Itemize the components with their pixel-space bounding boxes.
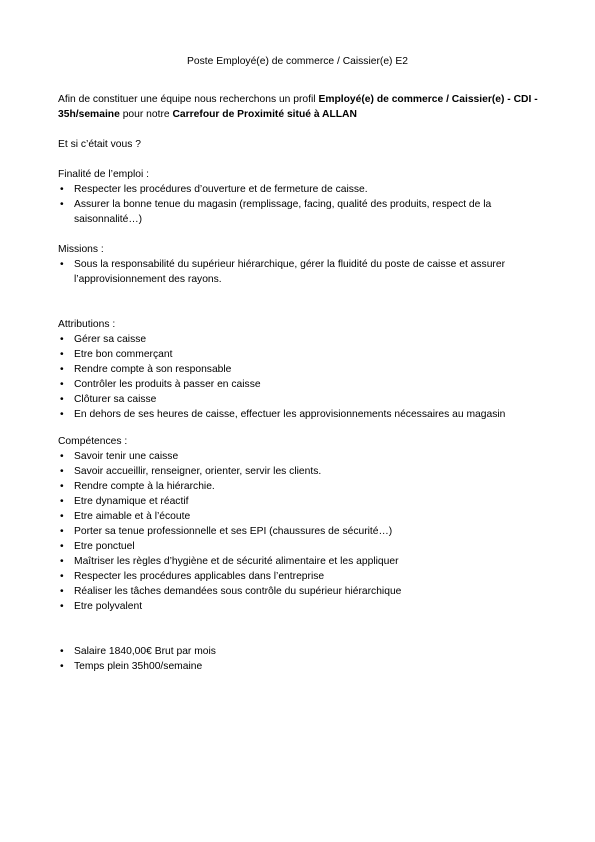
list-item: • Contrôler les produits à passer en caisse [60, 379, 261, 390]
missions-heading: Missions : [58, 244, 104, 255]
bullet-icon: • [60, 646, 64, 657]
document-title: Poste Employé(e) de commerce / Caissier(e) E2 [187, 56, 408, 67]
list-item: • En dehors de ses heures de caisse, effectuer les approvisionnements nécessaires au magasin [60, 409, 506, 420]
bullet-icon: • [60, 526, 64, 537]
bullet-icon: • [60, 364, 64, 375]
question-line: Et si c’était vous ? [58, 139, 141, 150]
list-item: • Etre polyvalent [60, 601, 143, 612]
bullet-icon: • [60, 571, 64, 582]
bullet-icon: • [60, 661, 64, 672]
intro-job-title: Employé(e) de commerce / Caissier(e) - CDI - 35h/semaine [58, 94, 538, 120]
list-item: • Gérer sa caisse [60, 334, 147, 345]
bullet-icon: • [60, 496, 64, 507]
finalite-list [58, 182, 540, 227]
bullet-icon: • [60, 556, 64, 567]
bullet-icon: • [60, 349, 64, 360]
list-item: • Maîtriser les règles d’hygiène et de sécurité alimentaire et les appliquer [60, 556, 399, 567]
list-item: • Respecter les procédures applicables dans l’entreprise [60, 571, 325, 582]
bullet-icon: • [60, 586, 64, 597]
conditions-list [58, 644, 540, 674]
list-item: • Clôturer sa caisse [60, 394, 157, 405]
bullet-icon: • [60, 199, 64, 210]
finalite-heading: Finalité de l’emploi : [58, 169, 149, 180]
list-item: • Etre bon commerçant [60, 349, 173, 360]
bullet-icon: • [60, 379, 64, 390]
intro-paragraph [58, 92, 540, 122]
attributions-list [58, 332, 540, 422]
list-item: • Respecter les procédures d’ouverture et de fermeture de caisse. [60, 184, 368, 195]
bullet-icon: • [60, 184, 64, 195]
list-item: • Etre aimable et à l’écoute [60, 511, 191, 522]
bullet-icon: • [60, 481, 64, 492]
intro-text-2: pour notre [119, 109, 173, 120]
list-item: • Salaire 1840,00€ Brut par mois [60, 646, 216, 657]
competences-heading: Compétences : [58, 436, 128, 447]
bullet-icon: • [60, 511, 64, 522]
competences-list [58, 449, 540, 614]
list-item: • Assurer la bonne tenue du magasin (remplissage, facing, qualité des produits, respect de la saisonnalité…) [60, 199, 492, 225]
intro-text-1: Afin de constituer une équipe nous recherchons un profil [58, 94, 319, 105]
list-item: • Savoir accueillir, renseigner, orienter, servir les clients. [60, 466, 322, 477]
list-item: • Porter sa tenue professionnelle et ses EPI (chaussures de sécurité…) [60, 526, 393, 537]
bullet-icon: • [60, 334, 64, 345]
attributions-heading: Attributions : [58, 319, 116, 330]
bullet-icon: • [60, 259, 64, 270]
bullet-icon: • [60, 601, 64, 612]
intro-store-name: Carrefour de Proximité situé à ALLAN [172, 109, 357, 120]
bullet-icon: • [60, 466, 64, 477]
list-item: • Savoir tenir une caisse [60, 451, 179, 462]
list-item: • Temps plein 35h00/semaine [60, 661, 203, 672]
bullet-icon: • [60, 541, 64, 552]
list-item: • Etre dynamique et réactif [60, 496, 189, 507]
bullet-icon: • [60, 409, 64, 420]
list-item: • Etre ponctuel [60, 541, 135, 552]
list-item: • Sous la responsabilité du supérieur hiérarchique, gérer la fluidité du poste de caisse et assurer l’approvisionnement des rayons. [60, 259, 506, 285]
list-item: • Rendre compte à la hiérarchie. [60, 481, 215, 492]
list-item: • Réaliser les tâches demandées sous contrôle du supérieur hiérarchique [60, 586, 402, 597]
bullet-icon: • [60, 451, 64, 462]
missions-list [58, 257, 540, 287]
list-item: • Rendre compte à son responsable [60, 364, 232, 375]
bullet-icon: • [60, 394, 64, 405]
